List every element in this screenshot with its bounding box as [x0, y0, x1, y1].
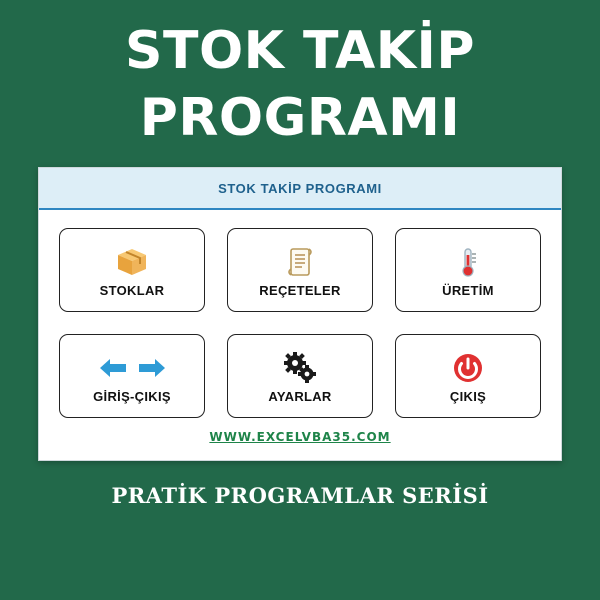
banner-title — [0, 18, 600, 151]
bottom-caption: PRATİK PROGRAMLAR SERİSİ — [111, 483, 489, 509]
banner-title-line-2: PROGRAMI — [139, 87, 461, 148]
menu-button-label: REÇETELER — [259, 282, 341, 298]
menu-button-label: STOKLAR — [99, 282, 165, 298]
menu-button-cikis[interactable] — [395, 334, 541, 418]
window-title: STOK TAKİP PROGRAMI — [218, 180, 382, 196]
scroll-icon — [283, 243, 317, 281]
app-window — [38, 167, 562, 461]
window-body — [39, 210, 561, 460]
window-titlebar — [39, 168, 561, 210]
menu-button-label: AYARLAR — [268, 388, 332, 404]
menu-button-stoklar[interactable] — [59, 228, 205, 312]
menu-button-label: ÜRETİM — [442, 282, 494, 298]
box-icon — [115, 243, 149, 281]
menu-button-label: GİRİŞ-ÇIKIŞ — [93, 388, 171, 404]
menu-button-uretim[interactable] — [395, 228, 541, 312]
gears-icon — [281, 349, 319, 387]
left-right-arrows-icon — [98, 349, 167, 387]
power-icon — [452, 349, 484, 387]
menu-button-giris-cikis[interactable] — [59, 334, 205, 418]
menu-button-receteler[interactable] — [227, 228, 373, 312]
banner-title-line-1: STOK TAKİP — [125, 21, 475, 81]
menu-grid — [59, 228, 541, 418]
website-link[interactable]: WWW.EXCELVBA35.COM — [209, 430, 391, 445]
menu-button-ayarlar[interactable] — [227, 334, 373, 418]
menu-button-label: ÇIKIŞ — [449, 388, 487, 404]
thermometer-icon — [451, 243, 485, 281]
